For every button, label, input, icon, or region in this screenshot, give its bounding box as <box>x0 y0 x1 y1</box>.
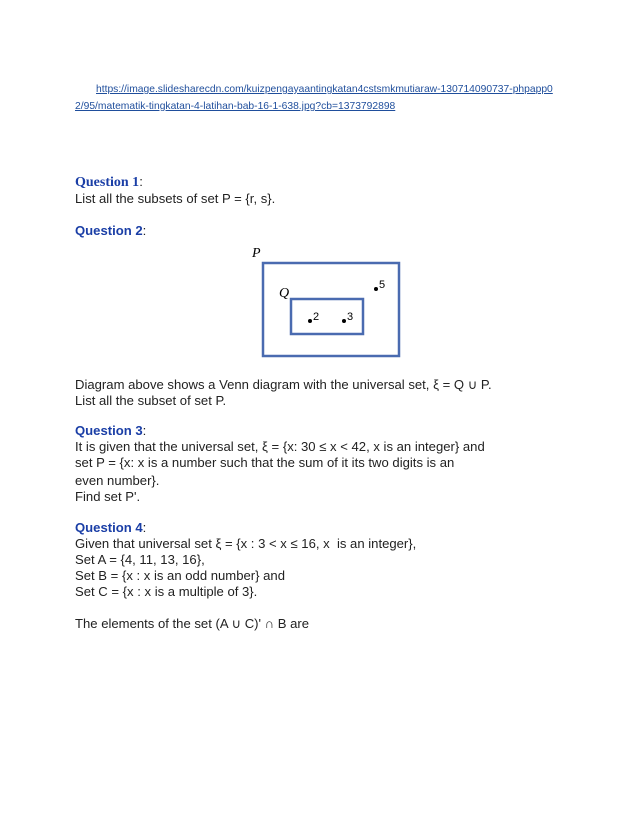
set-p-rectangle <box>263 263 399 356</box>
question-1-text: List all the subsets of set P = {r, s}. <box>75 191 276 206</box>
question-3-line: set P = {x: x is a number such that the sum of it its two digits is an <box>75 455 455 470</box>
element-3-dot <box>342 319 346 323</box>
element-2-dot <box>308 319 312 323</box>
question-4-line: Set B = {x : x is an odd number} and <box>75 568 285 583</box>
question-2-heading: Question 2 <box>75 223 143 238</box>
question-4-line: Given that universal set ξ = {x : 3 < x ≤ 16, x is an integer}, <box>75 536 417 551</box>
question-4-heading: Question 4 <box>75 520 143 535</box>
question-1: Question 1: List all the subsets of set P = {r, s}. <box>75 174 575 207</box>
question-3-heading: Question 3 <box>75 423 143 438</box>
element-5-dot <box>374 287 378 291</box>
question-2-text <box>75 377 575 409</box>
question-4: Question 4: Given that universal set ξ = {x : 3 < x ≤ 16, x is an integer}, Set A = {4, 11, 13, 16}, Set B = {x : x is an odd number} and Set C = {x : x is a multiple of 3}. The elements of the set (A ∪ C)' ∩ B are <box>75 520 575 632</box>
question-3-line: even number}. <box>75 473 160 488</box>
set-p-label: P <box>252 246 261 261</box>
source-url-link[interactable]: https://image.slidesharecdn.com/kuizpengayaantingkatan4cstsmkmutiaraw-130714090737-phpapp02/95/matematik-tingkatan-4-latihan-bab-16-1-638.jpg?cb=1373792898 <box>75 84 553 112</box>
question-4-line: Set C = {x : x is a multiple of 3}. <box>75 584 258 599</box>
element-3-label: 3 <box>347 311 354 323</box>
question-2-line: List all the subset of set P. <box>75 393 227 408</box>
question-4-line: Set A = {4, 11, 13, 16}, <box>75 552 205 567</box>
set-q-label: Q <box>279 286 290 301</box>
question-4-final-line: The elements of the set (A ∪ C)' ∩ B are <box>75 616 309 631</box>
question-2-line: Diagram above shows a Venn diagram with the universal set, ξ = Q ∪ P. <box>75 377 492 392</box>
venn-diagram <box>248 243 408 360</box>
question-3-line: Find set P'. <box>75 489 141 504</box>
element-5-label: 5 <box>379 279 386 291</box>
question-3-line: It is given that the universal set, ξ = {x: 30 ≤ x < 42, x is an integer} and <box>75 439 485 454</box>
element-2-label: 2 <box>313 311 320 323</box>
question-1-heading: Question 1 <box>75 175 140 190</box>
question-3: Question 3: It is given that the universal set, ξ = {x: 30 ≤ x < 42, x is an integer} and set P = {x: x is a number such that the sum of it its two digits is an even number}. Find set P'. <box>75 423 575 505</box>
question-2-heading-block: Question 2: <box>75 223 147 238</box>
